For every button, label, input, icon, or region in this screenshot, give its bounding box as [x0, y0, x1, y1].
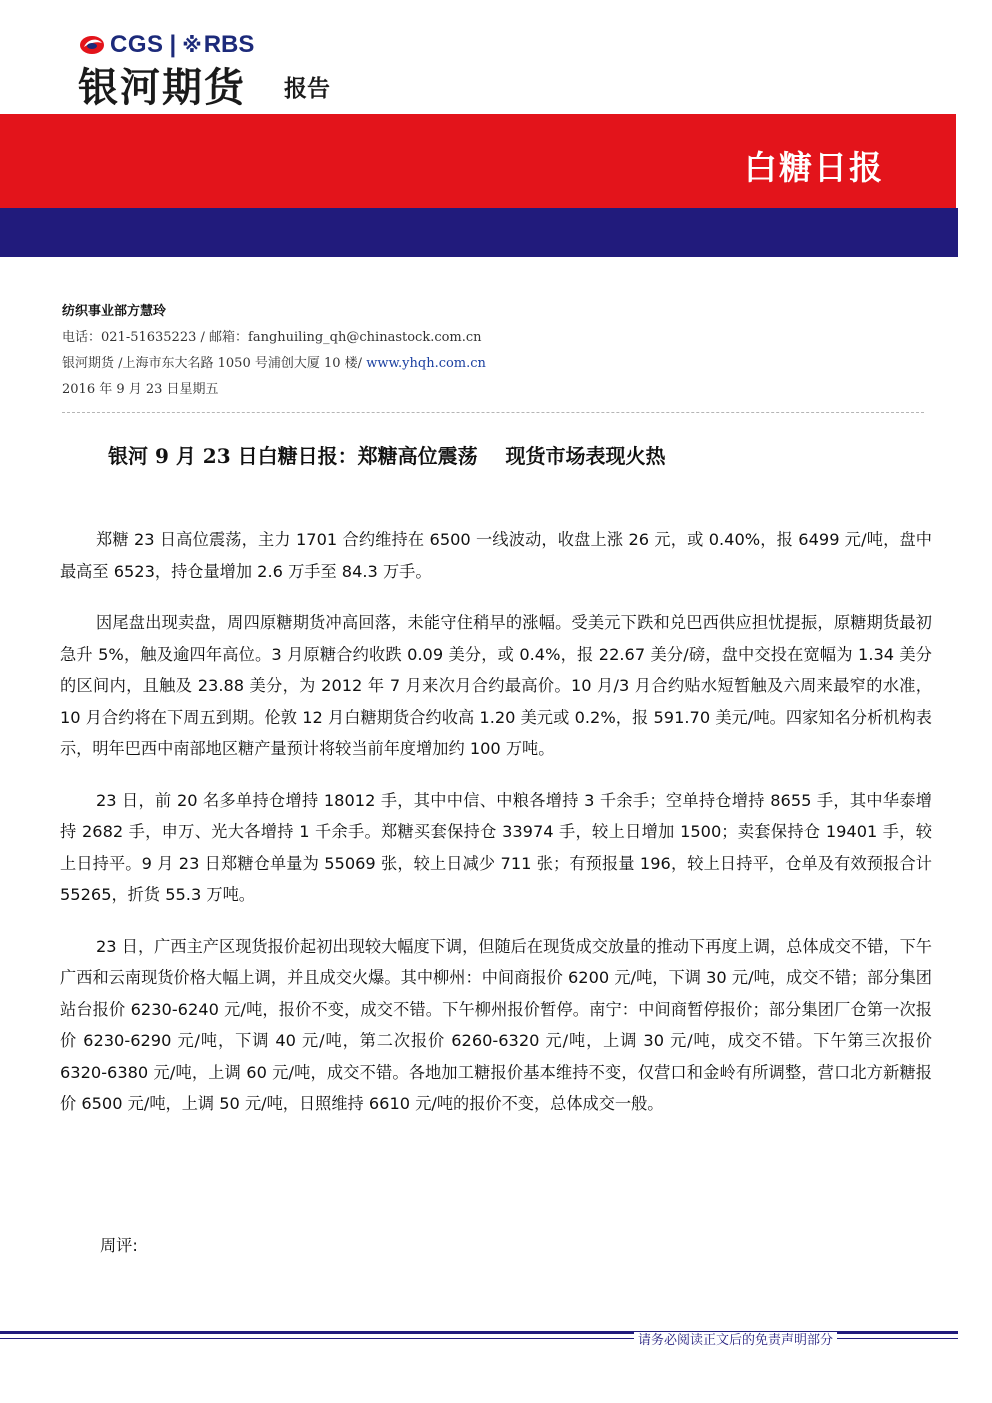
- paragraph-4: 23 日，广西主产区现货报价起初出现较大幅度下调，但随后在现货成交放量的推动下再度上调，总体成交不错，下午广西和云南现货价格大幅上调，并且成交火爆。其中柳州：中间商报价 6200 元/吨，下调 30 元/吨，成交不错；部分集团站台报价 6230-6240 元/吨，报价不变，成交不错。下午柳州报价暂停。南宁：中间商暂停报价；部分集团厂仓第一次报价 6230-6290 元/吨，下调 40 元/吨，第二次报价 6260-6320 元/吨，上调 30 元/吨，成交不错。下午第三次报价 6320-6380 元/吨，上调 60 元/吨，成交不错。各地加工糖报价基本维持不变，仅营口和金岭有所调整，营口北方新糖报价 6500 元/吨，上调 50 元/吨，日照维持 6610 元/吨的报价不变，总体成交一般。: [60, 936, 932, 1113]
- website-link[interactable]: www.yhqh.com.cn: [366, 356, 486, 371]
- rbs-daisy-icon: ※: [182, 33, 202, 57]
- logo-rbs-text: RBS: [203, 31, 255, 58]
- divider: [62, 412, 924, 413]
- author-line: 纺织事业部方慧玲: [62, 304, 167, 319]
- logo-separator: |: [169, 31, 177, 58]
- brand-name: 银河期货: [78, 65, 246, 111]
- report-word: 报告: [284, 76, 330, 102]
- paragraph-2: 因尾盘出现卖盘，周四原糖期货冲高回落，未能守住稍早的涨幅。受美元下跌和兑巴西供应担忧提振，原糖期货最初急升 5%，触及逾四年高位。3 月原糖合约收跌 0.09 美分，或 0.4%，报 22.67 美分/磅，盘中交投在宽幅为 1.34 美分的区间内，且触及 23.88 美分，为 2012 年 7 月来次月合约最高价。10 月/3 月合约贴水短暂触及六周来最窄的水准，10 月合约将在下周五到期。伦敦 12 月白糖期货合约收高 1.20 美元或 0.2%，报 591.70 美元/吨。四家知名分析机构表示，明年巴西中南部地区糖产量预计将较当前年度增加约 100 万吨。: [60, 613, 932, 758]
- paragraph-1: 郑糖 23 日高位震荡，主力 1701 合约维持在 6500 一线波动，收盘上涨 26 元，或 0.40%，报 6499 元/吨，盘中最高至 6523，持仓量增加 2.6 万手至 84.3 万手。: [60, 530, 932, 581]
- footer-disclaimer: 请务必阅读正文后的免责声明部分: [634, 1332, 837, 1350]
- contact-line: 电话：021-51635223 / 邮箱：fanghuiling_qh@chinastock.com.cn: [62, 330, 482, 345]
- company-logo: [78, 30, 254, 60]
- article-headline: 银河 9 月 23 日白糖日报：郑糖高位震荡 现货市场表现火热: [108, 444, 666, 468]
- date-line: 2016 年 9 月 23 日星期五: [62, 382, 219, 397]
- address-line: [62, 355, 486, 373]
- address-text: 银河期货 /上海市东大名路 1050 号浦创大厦 10 楼/: [62, 356, 367, 371]
- header-blue-band: [0, 208, 958, 257]
- logo-cgs-text: CGS: [110, 31, 164, 58]
- cgs-swirl-icon: [78, 34, 106, 56]
- article-body: [60, 524, 932, 1140]
- paragraph-3: 23 日，前 20 名多单持仓增持 18012 手，其中中信、中粮各增持 3 千余手；空单持仓增持 8655 手，其中华泰增持 2682 手，申万、光大各增持 1 千余手。郑糖买套保持仓 33974 手，较上日增加 1500；卖套保持仓 19401 手，较上日持平。9 月 23 日郑糖仓单量为 55069 张，较上日减少 711 张；有预报量 196，较上日持平，仓单及有效预报合计 55265，折货 55.3 万吨。: [60, 790, 932, 904]
- report-title: 白糖日报: [744, 148, 884, 187]
- weekly-review-label: 周评:: [100, 1236, 138, 1255]
